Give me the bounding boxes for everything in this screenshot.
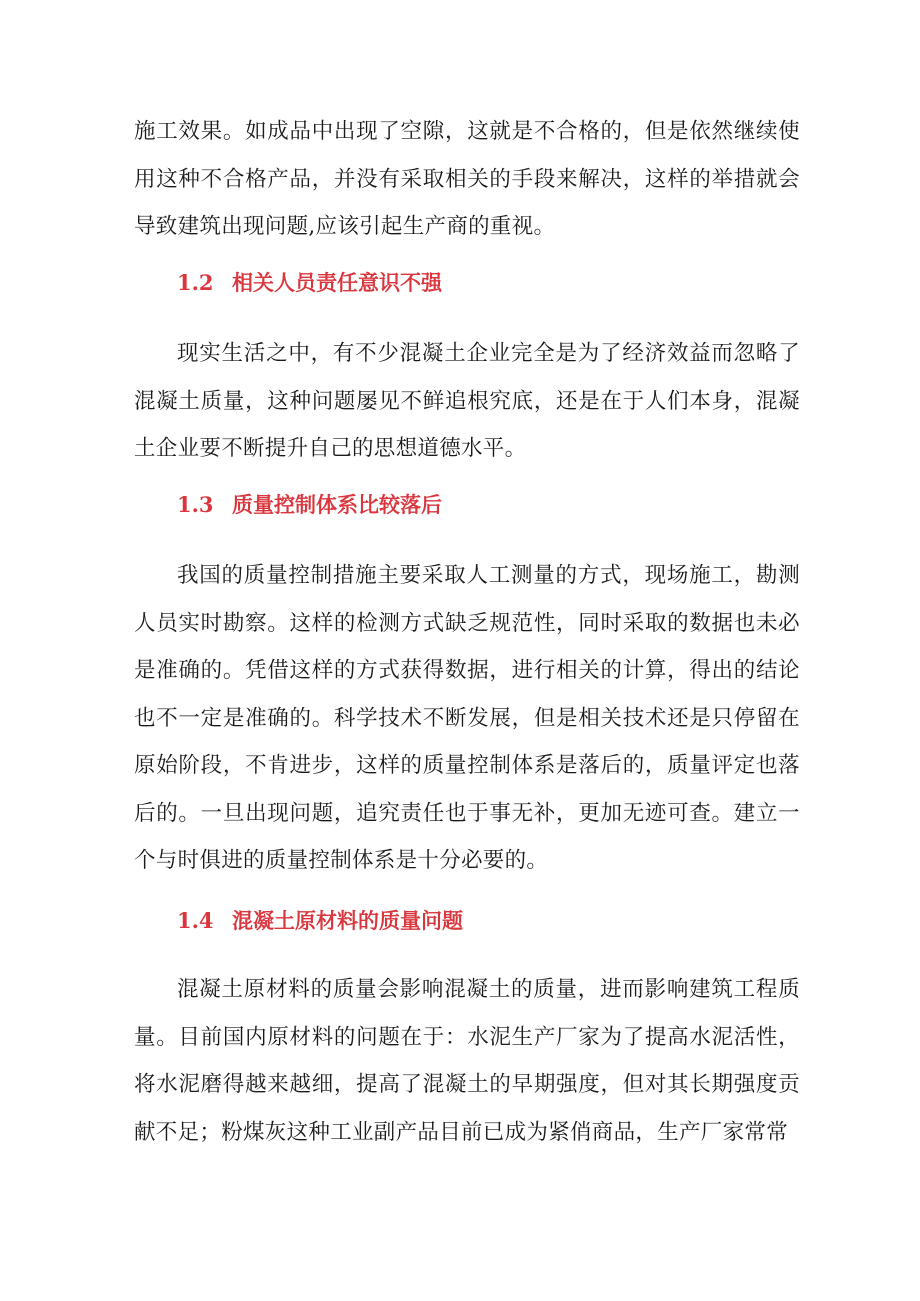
section-title: 相关人员责任意识不强 — [232, 270, 442, 295]
section-number: 1.4 — [177, 908, 214, 933]
section-number: 1.2 — [177, 270, 214, 295]
section-title: 质量控制体系比较落后 — [232, 492, 442, 517]
body-paragraph: 施工效果。如成品中出现了空隙，这就是不合格的，但是依然继续使用这种不合格产品，并没有采取相关的手段来解决，这样的举措就会导致建筑出现问题,应该引起生产商的重视。 — [134, 119, 800, 239]
section-title: 混凝土原材料的质量问题 — [232, 908, 463, 933]
body-paragraph: 现实生活之中，有不少混凝土企业完全是为了经济效益而忽略了混凝土质量，这种问题屡见不鲜追根究底，还是在于人们本身，混凝土企业要不断提升自己的思想道德水平。 — [134, 341, 800, 461]
section-number: 1.3 — [177, 492, 214, 517]
body-paragraph: 混凝土原材料的质量会影响混凝土的质量，进而影响建筑工程质量。目前国内原材料的问题在于：水泥生产厂家为了提高水泥活性，将水泥磨得越来越细，提高了混凝土的早期强度，但对其长期强度贡献不足；粉煤灰这种工业副产品目前已成为紧俏商品，生产厂家常常 — [134, 977, 800, 1145]
section-heading — [177, 268, 442, 298]
section-heading — [177, 490, 442, 520]
section-heading — [177, 906, 463, 936]
body-paragraph: 我国的质量控制措施主要采取人工测量的方式，现场施工，勘测人员实时勘察。这样的检测方式缺乏规范性，同时采取的数据也未必是准确的。凭借这样的方式获得数据，进行相关的计算，得出的结论也不一定是准确的。科学技术不断发展，但是相关技术还是只停留在原始阶段，不肯进步，这样的质量控制体系是落后的，质量评定也落后的。一旦出现问题，追究责任也于事无补，更加无迹可查。建立一个与时俱进的质量控制体系是十分必要的。 — [134, 563, 800, 873]
